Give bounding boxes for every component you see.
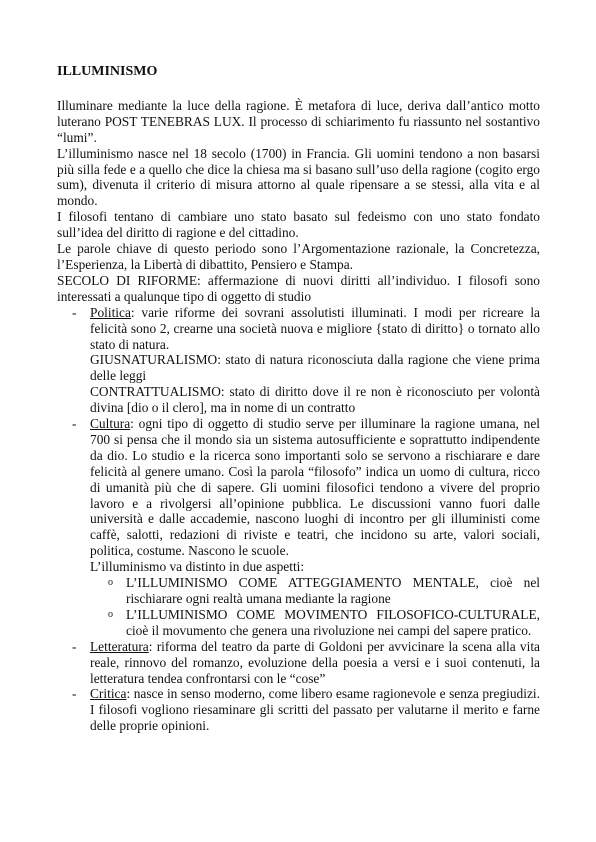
document-title: ILLUMINISMO bbox=[57, 64, 158, 79]
aspect-item bbox=[108, 575, 540, 607]
circle-bullet: o bbox=[108, 608, 113, 620]
desc-cultura: : ogni tipo di oggetto di studio serve per illuminare la ragione umana, nel 700 si pensa che il mondo sia un sistema autosufficiente e soprattutto indipendente da dio. Lo studio e la ricerca sono importanti solo se servono a rischiarare e dare felicità al genere umano. Così la parola “filosofo” indica un uomo di cultura, ricco di umanità più che di sapere. Gli uomini filosofici tendono a vivere del proprio lavoro e a rivolgersi all’opinione pubblica. Le discussioni vanno fuori dalle università e dalle accademie, nascono luoghi di incontro per gli illuministi come caffè, salotti, redazioni di riviste e teatri, che incidono su arte, valori sociali, politica, costume. Nascono le scuole. bbox=[90, 416, 540, 559]
desc-critica: : nasce in senso moderno, come libero esame ragionevole e senza pregiudizi. I filosofi vogliono riesaminare gli scritti del passato per valutarne il merito e farne delle proprie opinioni. bbox=[90, 686, 540, 734]
aspect-text: L’ILLUMINISMO COME ATTEGGIAMENTO MENTALE, cioè nel rischiarare ogni realtà umana mediante la ragione bbox=[126, 575, 540, 606]
list-item-text bbox=[90, 416, 540, 559]
list-item-text bbox=[90, 686, 540, 734]
paragraph-origin: L’illuminismo nasce nel 18 secolo (1700) in Francia. Gli uomini tendono a non basarsi più silla fede e a quello che dice la chiesa ma si basano sull’uso della ragione (cogito ergo sum), divenuta il criterio di misura attorno al quale ripensare a se stessi, alla vita e al mondo. bbox=[57, 145, 540, 209]
list-item-text bbox=[90, 639, 540, 687]
list-item-letteratura bbox=[57, 639, 540, 687]
term-politica: Politica bbox=[90, 304, 131, 320]
dash-bullet: - bbox=[72, 638, 77, 654]
list-item-cultura bbox=[57, 416, 540, 639]
cultura-intro: L’illuminismo va distinto in due aspetti: bbox=[90, 559, 305, 575]
topics-list bbox=[57, 305, 540, 734]
paragraph-keywords: Le parole chiave di questo periodo sono l’Argomentazione razionale, la Concretezza, l’Esperienza, la Libertà di dibattito, Pensiero e Stampa. bbox=[57, 241, 540, 272]
term-cultura: Cultura bbox=[90, 416, 131, 432]
dash-bullet: - bbox=[72, 686, 77, 702]
desc-letteratura: : riforma del teatro da parte di Goldoni per avvicinare la scena alla vita reale, rinnovo del romanzo, evoluzione della poesia a versi e i suoi contenuti, la letteratura tendea confrontarsi con le “cose” bbox=[90, 638, 540, 686]
giusnaturalismo-text: GIUSNATURALISMO: stato di natura riconosciuta dalla ragione che viene prima delle leggi bbox=[90, 352, 540, 384]
dash-bullet: - bbox=[72, 416, 77, 432]
dash-bullet: - bbox=[72, 304, 77, 320]
paragraph-reforms: SECOLO DI RIFORME: affermazione di nuovi diritti all’individuo. I filosofi sono interessati a qualunque tipo di oggetto di studio bbox=[57, 272, 540, 304]
list-item-critica bbox=[57, 686, 540, 734]
term-critica: Critica bbox=[90, 686, 127, 702]
aspect-item bbox=[108, 607, 540, 639]
list-item-text bbox=[90, 305, 540, 353]
paragraph-intro: Illuminare mediante la luce della ragione. È metafora di luce, deriva dall’antico motto luterano POST TENEBRAS LUX. Il processo di schiarimento fu riassunto nel sostantivo “lumi”. bbox=[57, 97, 540, 145]
aspects-list bbox=[90, 575, 540, 639]
document-page bbox=[57, 64, 540, 734]
contrattualismo-text: CONTRATTUALISMO: stato di diritto dove il re non è riconosciuto per volontà divina [dio o il clero], ma in nome di un contratto bbox=[90, 384, 540, 416]
desc-politica: : varie riforme dei sovrani assolutisti illuminati. I modi per ricreare la felicità sono 2, crearne una società nuova e migliore {stato di diritto} o tornato allo stato di natura. bbox=[90, 304, 540, 352]
term-letteratura: Letteratura bbox=[90, 638, 149, 654]
list-item-politica bbox=[57, 305, 540, 416]
paragraph-philosophers: I filosofi tentano di cambiare uno stato basato sul fedeismo con uno stato fondato sull’idea del diritto di ragione e del cittadino. bbox=[57, 209, 540, 241]
circle-bullet: o bbox=[108, 577, 113, 589]
aspect-text: L’ILLUMINISMO COME MOVIMENTO FILOSOFICO-CULTURALE, cioè il movumento che genera una rivoluzione nei campi del sapere pratico. bbox=[126, 606, 540, 638]
